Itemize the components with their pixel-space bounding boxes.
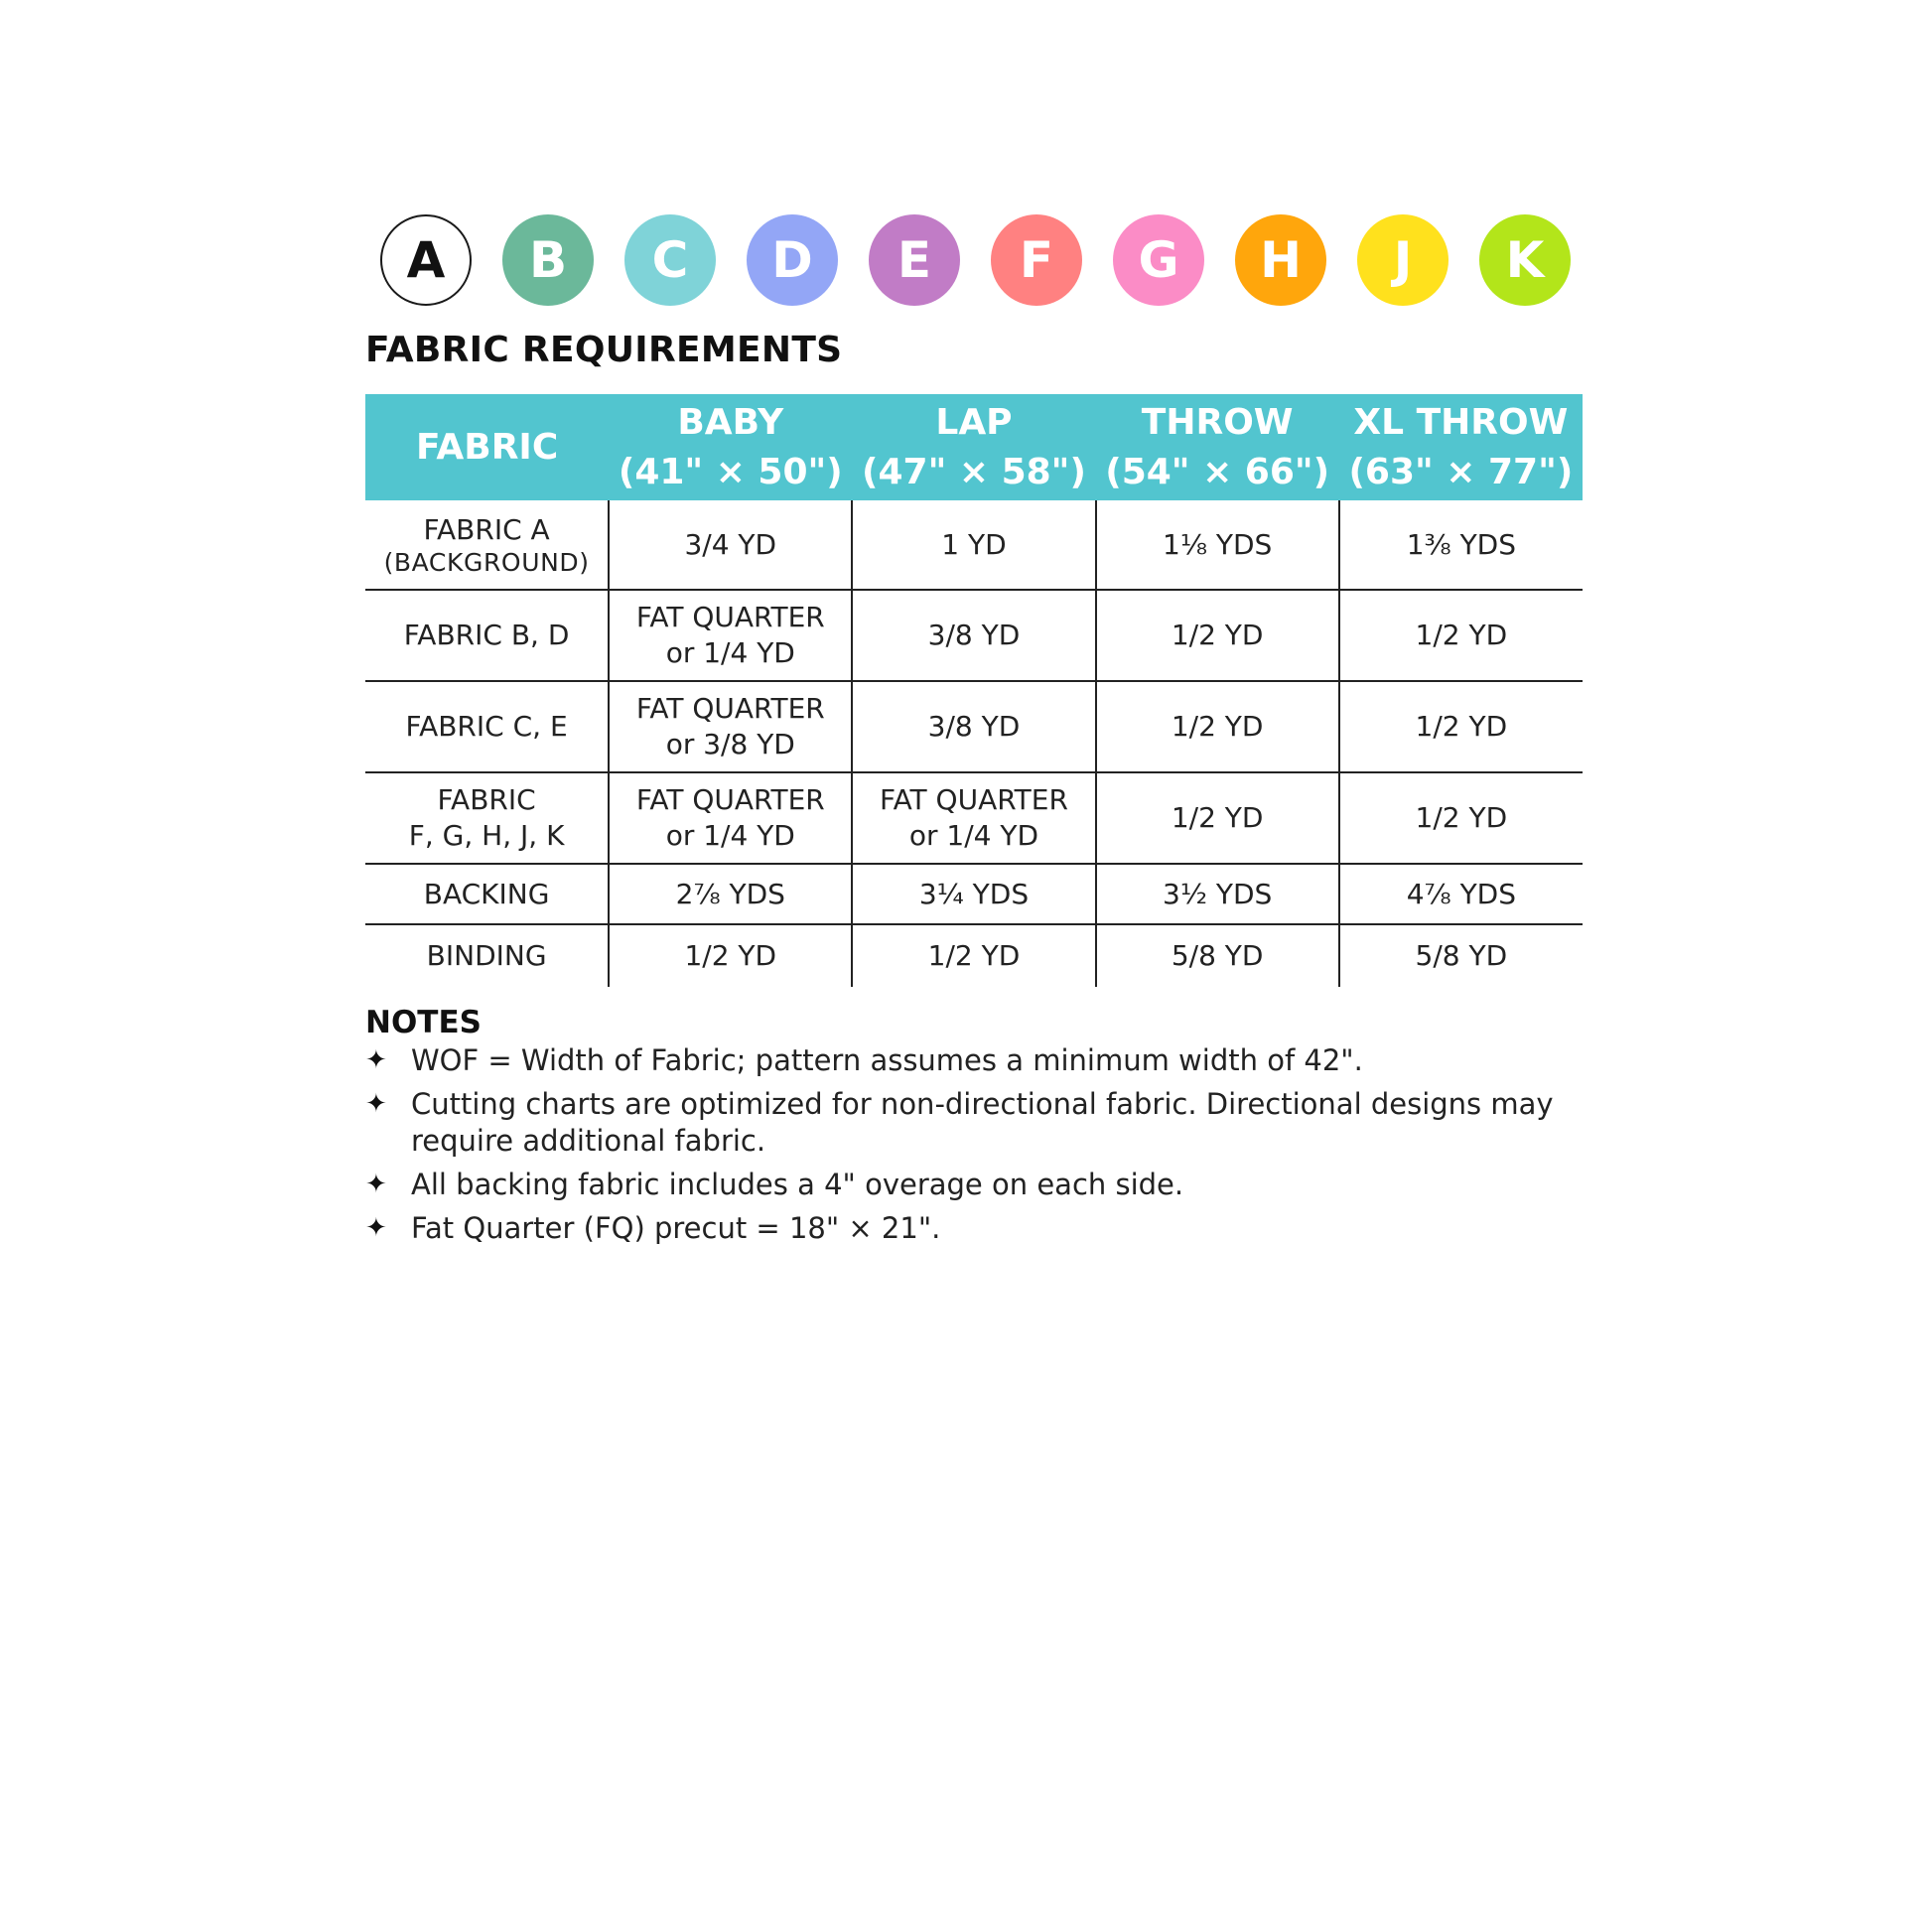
cell-fabric: FABRIC A (BACKGROUND) <box>365 500 609 590</box>
swatch-a: A <box>380 214 472 306</box>
table-row <box>365 772 1583 864</box>
fabric-swatch-row <box>380 214 1583 307</box>
swatch-c: C <box>624 214 716 306</box>
list-item: ✦ All backing fabric includes a 4" overage on each side. <box>365 1168 1184 1201</box>
swatch-g: G <box>1113 214 1204 306</box>
table-header-row <box>365 394 1583 500</box>
page-title: FABRIC REQUIREMENTS <box>365 330 843 370</box>
cell-baby: 2⅞ YDS <box>609 864 852 924</box>
table-row <box>365 500 1583 590</box>
cell-throw: 5/8 YD <box>1096 924 1339 987</box>
cell-baby: 3/4 YD <box>609 500 852 590</box>
cell-xl-throw: 4⅞ YDS <box>1339 864 1583 924</box>
swatch-f: F <box>991 214 1082 306</box>
swatch-h: H <box>1235 214 1326 306</box>
star-bullet-icon: ✦ <box>365 1045 387 1075</box>
cell-baby: FAT QUARTER or 1/4 YD <box>609 590 852 681</box>
swatch-b: B <box>502 214 594 306</box>
header-xl-throw: XL THROW (63" × 77") <box>1339 394 1583 500</box>
notes-heading: NOTES <box>365 1005 482 1040</box>
star-bullet-icon: ✦ <box>365 1213 387 1243</box>
table-row <box>365 924 1583 987</box>
cell-baby: FAT QUARTER or 1/4 YD <box>609 772 852 864</box>
table-row <box>365 681 1583 772</box>
cell-throw: 1⅛ YDS <box>1096 500 1339 590</box>
cell-lap: 3¼ YDS <box>852 864 1095 924</box>
cell-lap: 3/8 YD <box>852 681 1095 772</box>
header-throw: THROW (54" × 66") <box>1096 394 1339 500</box>
cell-lap: 1/2 YD <box>852 924 1095 987</box>
fabric-requirements-table <box>365 394 1583 987</box>
cell-throw: 1/2 YD <box>1096 772 1339 864</box>
header-lap: LAP (47" × 58") <box>852 394 1095 500</box>
cell-throw: 1/2 YD <box>1096 590 1339 681</box>
cell-lap: 3/8 YD <box>852 590 1095 681</box>
swatch-j: J <box>1357 214 1449 306</box>
swatch-k: K <box>1479 214 1571 306</box>
cell-baby: FAT QUARTER or 3/8 YD <box>609 681 852 772</box>
cell-throw: 1/2 YD <box>1096 681 1339 772</box>
cell-fabric: BINDING <box>426 939 547 972</box>
list-item: ✦ Cutting charts are optimized for non-directional fabric. Directional designs may require additional fabric. <box>365 1087 1554 1158</box>
swatch-e: E <box>869 214 960 306</box>
list-item: ✦ WOF = Width of Fabric; pattern assumes a minimum width of 42". <box>365 1043 1363 1077</box>
fabric-requirements-page <box>365 214 1583 1254</box>
table-row <box>365 590 1583 681</box>
list-item: ✦ Fat Quarter (FQ) precut = 18" × 21". <box>365 1211 941 1245</box>
cell-xl-throw: 1/2 YD <box>1339 590 1583 681</box>
cell-lap: 1 YD <box>852 500 1095 590</box>
cell-xl-throw: 1⅜ YDS <box>1339 500 1583 590</box>
swatch-d: D <box>747 214 838 306</box>
header-fabric: FABRIC <box>365 394 609 500</box>
cell-fabric: FABRIC F, G, H, J, K <box>365 772 609 864</box>
star-bullet-icon: ✦ <box>365 1089 387 1119</box>
cell-xl-throw: 1/2 YD <box>1339 772 1583 864</box>
header-baby: BABY (41" × 50") <box>609 394 852 500</box>
cell-fabric: BACKING <box>365 864 609 924</box>
notes-list <box>365 1042 1583 1247</box>
cell-baby: 1/2 YD <box>609 924 852 987</box>
table-row <box>365 864 1583 924</box>
cell-fabric: FABRIC C, E <box>365 681 609 772</box>
cell-xl-throw: 5/8 YD <box>1339 924 1583 987</box>
cell-xl-throw: 1/2 YD <box>1339 681 1583 772</box>
cell-fabric: FABRIC B, D <box>365 590 609 681</box>
cell-lap: FAT QUARTER or 1/4 YD <box>852 772 1095 864</box>
cell-throw: 3½ YDS <box>1096 864 1339 924</box>
star-bullet-icon: ✦ <box>365 1170 387 1199</box>
